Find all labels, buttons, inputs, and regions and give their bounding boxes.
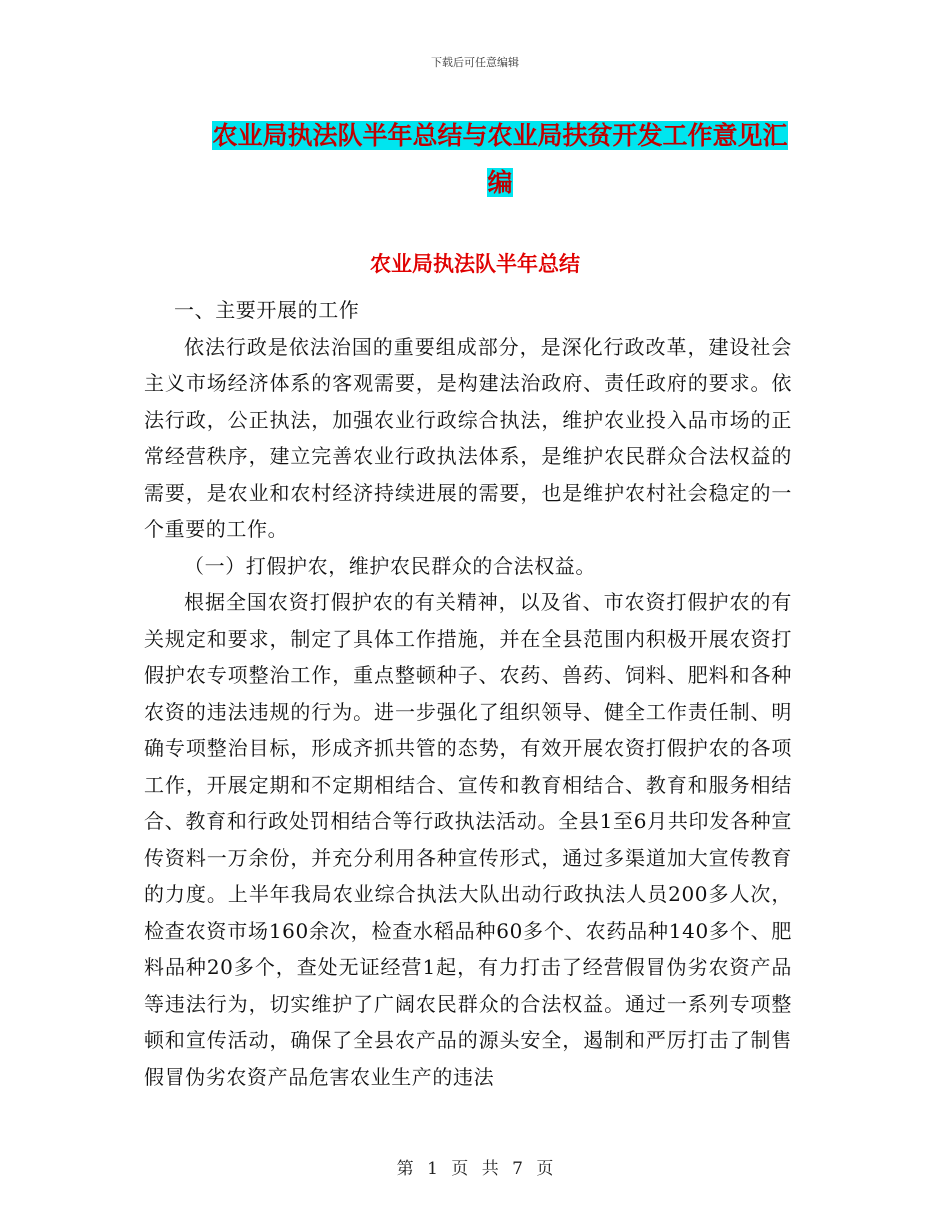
- section-title: 农业局执法队半年总结: [370, 252, 580, 276]
- body-text: [144, 292, 792, 1095]
- page-footer: [0, 1154, 950, 1179]
- footer-mid1: 页: [451, 1159, 469, 1179]
- paragraph: 依法行政是依法治国的重要组成部分，是深化行政改革，建设社会主义市场经济体系的客观需要，是构建法治政府、责任政府的要求。依法行政，公正执法，加强农业行政综合执法，维护农业投入品市场的正常经营秩序，建立完善农业行政执法体系，是维护农民群众合法权益的需要，是农业和农村经济持续进展的需要，也是维护农村社会稳定的一个重要的工作。: [144, 334, 792, 541]
- footer-prefix: 第: [396, 1159, 414, 1179]
- page-number: 1: [427, 1159, 438, 1179]
- total-pages: 7: [512, 1159, 523, 1179]
- document-title-line1: 农业局执法队半年总结与农业局扶贫开发工作意见汇: [212, 121, 788, 150]
- document-title-line2: 编: [487, 168, 513, 197]
- paragraph: 根据全国农资打假护农的有关精神，以及省、市农资打假护农的有关规定和要求，制定了具体工作措施，并在全县范围内积极开展农资打假护农专项整治工作，重点整顿种子、农药、兽药、饲料、肥料和各种农资的违法违规的行为。进一步强化了组织领导、健全工作责任制、明确专项整治目标，形成齐抓共管的态势，有效开展农资打假护农的各项工作，开展定期和不定期相结合、宣传和教育相结合、教育和服务相结合、教育和行政处罚相结合等行政执法活动。全县1至6月共印发各种宣传资料一万余份，并充分利用各种宣传形式，通过多渠道加大宣传教育的力度。上半年我局农业综合执法大队出动行政执法人员200多人次，检查农资市场160余次，检查水稻品种60多个、农药品种140多个、肥料品种20多个，查处无证经营1起，有力打击了经营假冒伪劣农资产品等违法行为，切实维护了广阔农民群众的合法权益。通过一系列专项整顿和宣传活动，确保了全县农产品的源头安全，遏制和严厉打击了制售假冒伪劣农资产品危害农业生产的违法: [144, 590, 792, 1089]
- document-title: [190, 112, 810, 206]
- subheading: （一）打假护农，维护农民群众的合法权益。: [184, 553, 596, 578]
- footer-mid2: 共: [481, 1159, 499, 1179]
- footer-suffix: 页: [536, 1159, 554, 1179]
- header-note: 下载后可任意编辑: [431, 56, 519, 69]
- heading-main-work: 一、主要开展的工作: [174, 298, 360, 322]
